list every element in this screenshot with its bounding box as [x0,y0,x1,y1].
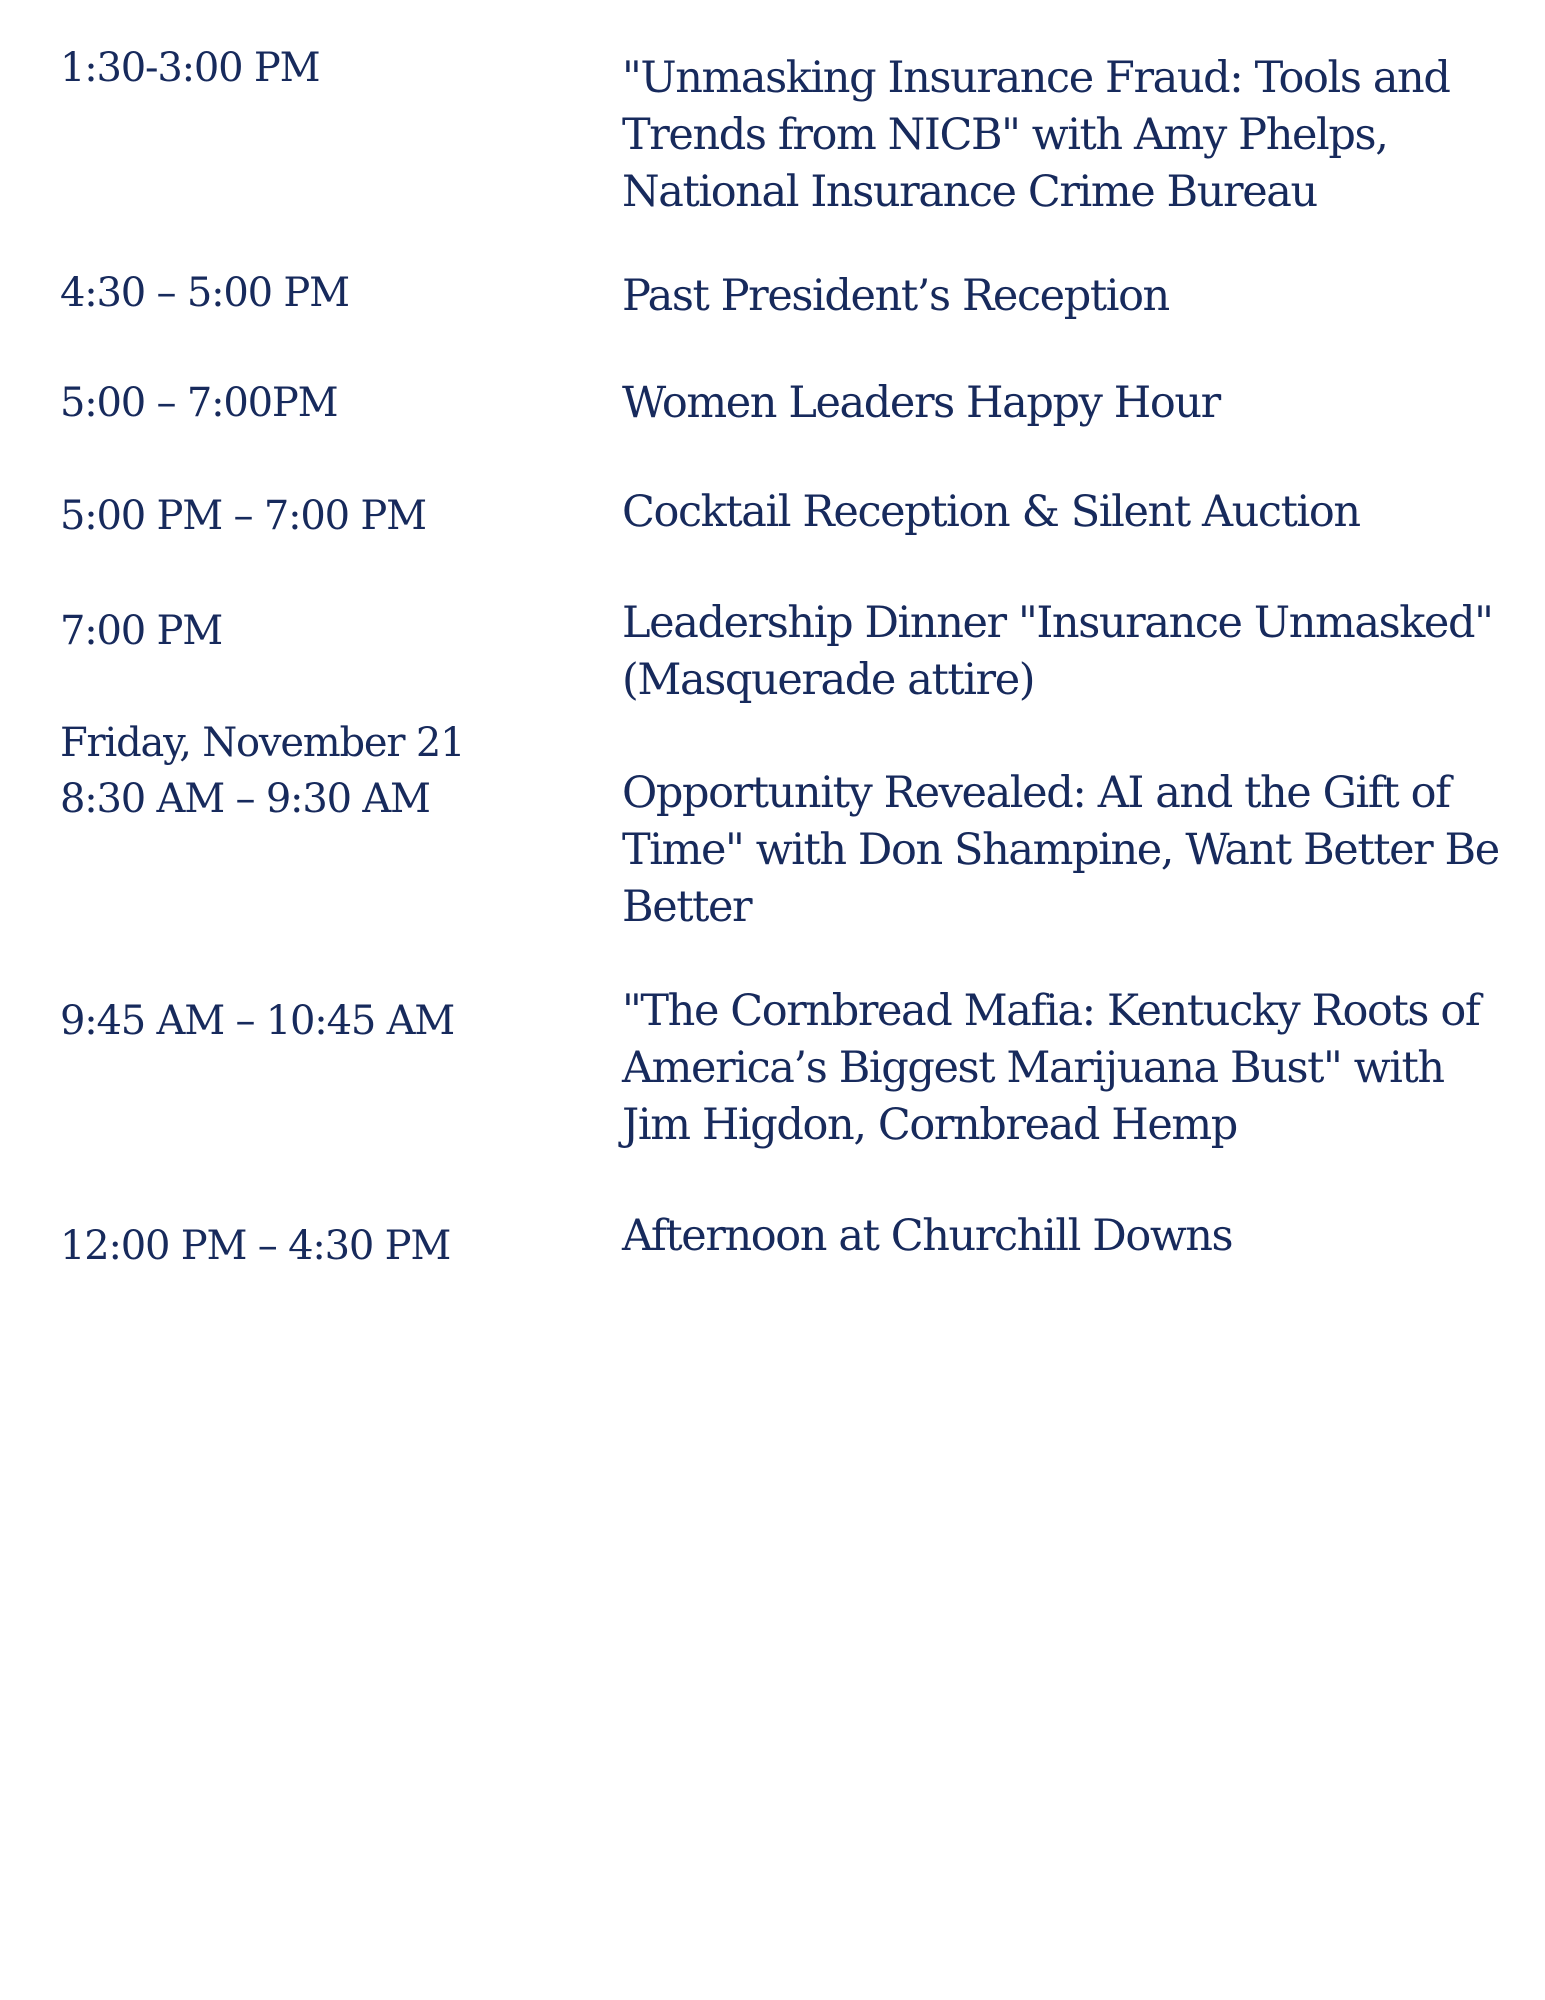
agenda-day-and-time [60,715,580,827]
agenda-time: 9:45 AM – 10:45 AM [60,998,455,1044]
agenda-time: 12:00 PM – 4:30 PM [60,1223,451,1269]
agenda-time: 7:00 PM [60,608,223,654]
agenda-time: 5:00 PM – 7:00 PM [60,493,426,539]
agenda-title: Cocktail Reception & Silent Auction [622,487,1360,537]
agenda-time: 8:30 AM – 9:30 AM [60,776,430,822]
agenda-time: 5:00 – 7:00PM [60,380,338,426]
agenda-title: Leadership Dinner "Insurance Unmasked" (Masquerade attire) [622,598,1493,705]
agenda-title: Women Leaders Happy Hour [622,378,1220,428]
agenda-title: Opportunity Revealed: AI and the Gift of Time" with Don Shampine, Want Better Be Better [622,768,1499,932]
agenda-day: Friday, November 21 [60,720,465,766]
agenda-time: 1:30-3:00 PM [60,45,320,91]
agenda-title: Past President’s Reception [622,271,1169,321]
agenda-time: 4:30 – 5:00 PM [60,270,349,316]
agenda-title: "Unmasking Insurance Fraud: Tools and Trends from NICB" with Amy Phelps, National Insurance Crime Bureau [622,53,1450,217]
agenda-title: Afternoon at Churchill Downs [622,1211,1233,1261]
agenda-title: "The Cornbread Mafia: Kentucky Roots of America’s Biggest Marijuana Bust" with Jim Higdon, Cornbread Hemp [622,986,1480,1150]
